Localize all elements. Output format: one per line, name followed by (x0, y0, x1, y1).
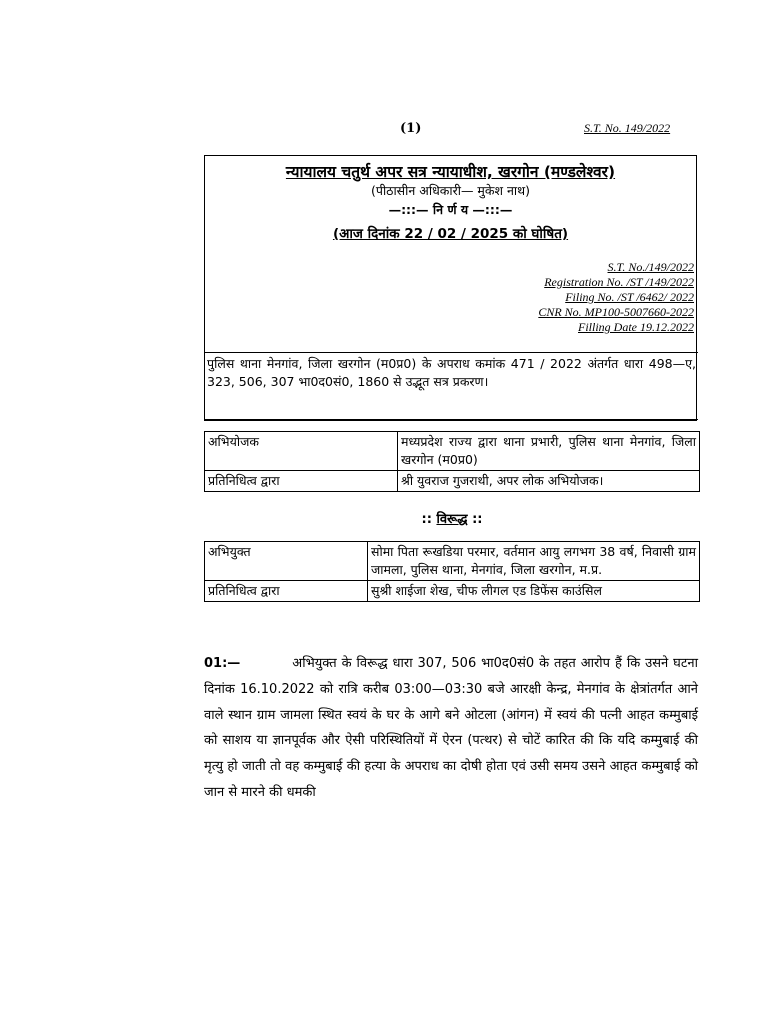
paragraph-01 (204, 651, 698, 806)
versus-suffix: :: (472, 512, 483, 527)
registration-number: Registration No. /ST /149/2022 (544, 275, 694, 289)
defence-representation-value: सुश्री शाईजा शेख, चीफ लीगल एड डिफेंस काउंसिल (368, 581, 700, 602)
presiding-officer: (पीठासीन अधिकारी— मुकेश नाथ) (370, 183, 531, 198)
court-title: न्यायालय चतुर्थ अपर सत्र न्यायाधीश, खरगोन (मण्डलेश्वर) (285, 163, 616, 181)
versus-word: विरूद्ध (436, 512, 468, 527)
pronounced-date: (आज दिनांक 22 / 02 / 2025 को घोषित) (332, 226, 569, 242)
table-row (205, 432, 700, 471)
table-row (205, 471, 700, 492)
prosecutor-label: अभियोजक (205, 432, 398, 471)
accused-table (204, 541, 700, 602)
page-number: (1) (400, 121, 422, 136)
prosecution-representation-value: श्री युवराज गुजराथी, अपर लोक अभियोजक। (398, 471, 700, 492)
table-row (205, 542, 700, 581)
st-number: S.T. No./149/2022 (607, 260, 694, 274)
defence-representation-label: प्रतिनिधित्व द्वारा (205, 581, 368, 602)
registration-details (538, 260, 694, 335)
filing-date: Filling Date 19.12.2022 (578, 320, 694, 334)
cnr-number: CNR No. MP100-5007660-2022 (538, 305, 694, 319)
prosecution-table (204, 431, 700, 492)
judgment-heading: —:::— नि र्ण य —:::— (388, 202, 513, 217)
judgment-header-box (204, 155, 697, 421)
accused-label: अभियुक्त (205, 542, 368, 581)
case-description: पुलिस थाना मेनगांव, जिला खरगोन (म0प्र0) के अपराध कमांक 471 / 2022 अंतर्गत धारा 498—ए, 323, 506, 307 भा0द0सं0, 1860 से उद्भूत सत्र प्रकरण। (205, 352, 698, 420)
accused-value: सोमा पिता रूखडिया परमार, वर्तमान आयु लगभग 38 वर्ष, निवासी ग्राम जामला, पुलिस थाना, मेनगांव, जिला खरगोन, म.प्र. (368, 542, 700, 581)
filing-number: Filing No. /ST /6462/ 2022 (565, 290, 694, 304)
versus-heading (204, 509, 700, 527)
table-row (205, 581, 700, 602)
case-number: S.T. No. 149/2022 (584, 121, 671, 135)
prosecution-representation-label: प्रतिनिधित्व द्वारा (205, 471, 398, 492)
prosecutor-value: मध्यप्रदेश राज्य द्वारा थाना प्रभारी, पुलिस थाना मेनगांव, जिला खरगोन (म0प्र0) (398, 432, 700, 471)
versus-prefix: :: (421, 512, 432, 527)
paragraph-text: अभियुक्त के विरूद्ध धारा 307, 506 भा0द0सं0 के तहत आरोप हैं कि उसने घटना दिनांक 16.10.2022 को रात्रि करीब 03:00—03:30 बजे आरक्षी केन्द्र, मेनगांव के क्षेत्रांतर्गत आने वाले स्थान ग्राम जामला स्थित स्वयं के घर के आगे बने ओटला (आंगन) में स्वयं की पत्नी आहत कम्मुबाई को साशय या ज्ञानपूर्वक और ऐसी परिस्थितियों में ऐरन (पत्थर) से चोटें कारित की कि यदि कम्मुबाई की मृत्यु हो जाती तो वह कम्मुबाई की हत्या के अपराध का दोषी होता एवं उसी समय उसने आहत कम्मुबाई को जान से मारने की धमकी (204, 656, 698, 800)
paragraph-number: 01:— (204, 656, 241, 671)
